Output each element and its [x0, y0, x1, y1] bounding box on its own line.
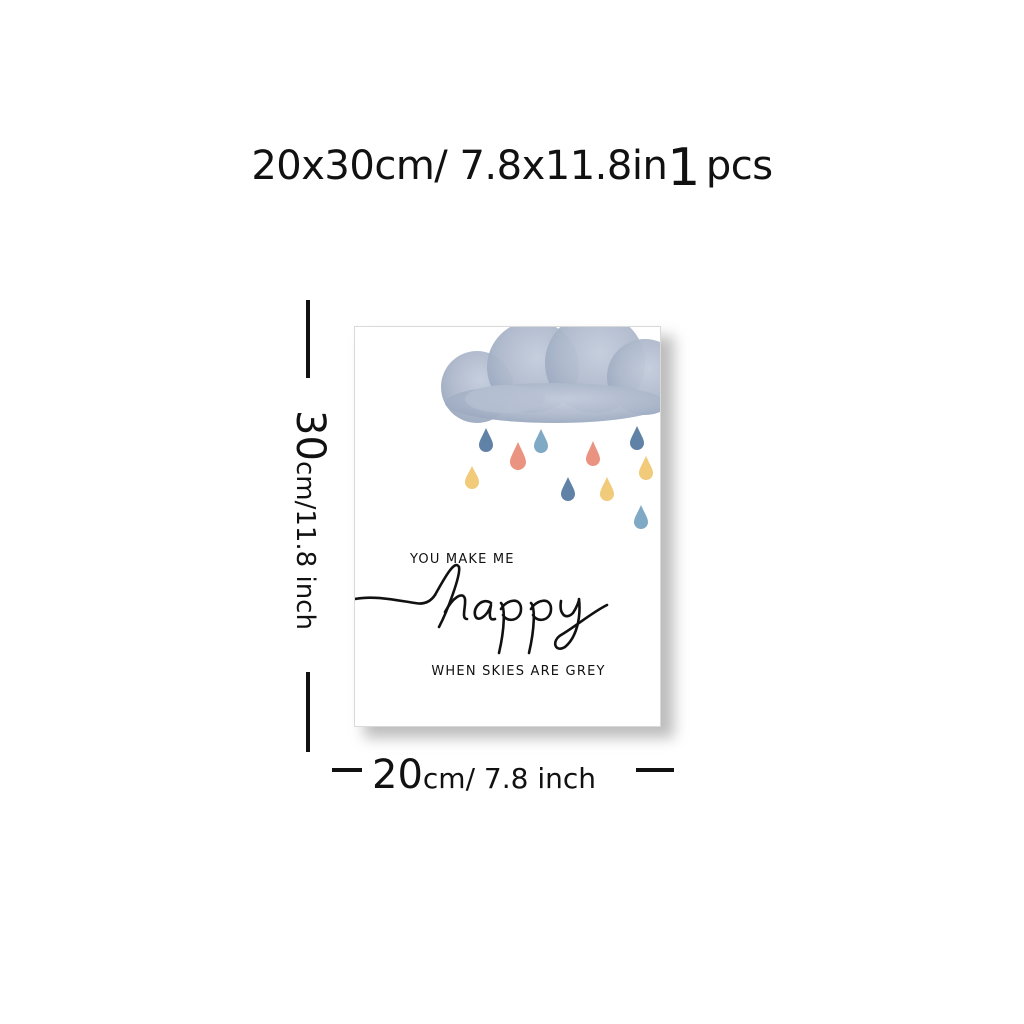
poster — [354, 326, 661, 727]
raindrop-icon — [465, 466, 479, 489]
raindrops — [465, 426, 653, 529]
width-unit: cm/ 7.8 inch — [422, 762, 597, 795]
height-marker-bottom — [306, 672, 310, 752]
raindrop-icon — [479, 428, 493, 452]
width-marker-left — [332, 768, 362, 772]
height-marker-top — [306, 300, 310, 378]
size-text: 20x30cm/ 7.8x11.8in — [251, 143, 668, 189]
width-marker-right — [636, 768, 674, 772]
happy-script — [355, 565, 607, 653]
raindrop-icon — [561, 477, 575, 501]
quantity-unit: pcs — [705, 143, 773, 189]
raindrop-icon — [534, 429, 548, 453]
poster-line-bottom: WHEN SKIES ARE GREY — [431, 664, 606, 679]
poster-line-top: YOU MAKE ME — [410, 552, 515, 567]
raindrop-icon — [586, 441, 600, 466]
raindrop-icon — [634, 505, 648, 529]
height-unit: cm/11.8 inch — [290, 460, 320, 630]
raindrop-icon — [630, 426, 644, 450]
size-headline — [0, 132, 1024, 196]
height-label — [287, 410, 333, 630]
cloud-icon — [441, 327, 661, 423]
raindrop-icon — [639, 456, 653, 480]
width-number: 20 — [372, 752, 423, 798]
width-label — [372, 752, 596, 798]
quantity-number: 1 — [667, 138, 700, 198]
raindrop-icon — [510, 442, 526, 470]
height-number: 30 — [287, 410, 333, 461]
raindrop-icon — [600, 477, 614, 501]
